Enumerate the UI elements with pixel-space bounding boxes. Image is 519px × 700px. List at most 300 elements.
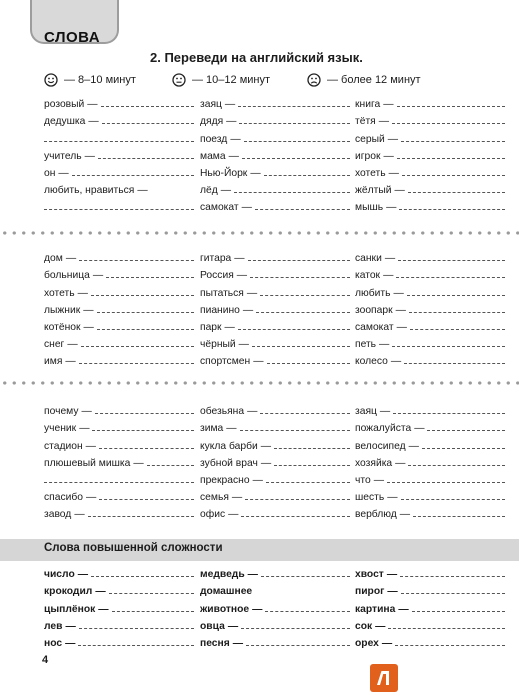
answer-line[interactable] (97, 329, 194, 330)
answer-line[interactable] (244, 141, 350, 142)
word: дом (44, 253, 63, 265)
word-row (200, 179, 350, 196)
answer-line[interactable] (392, 123, 505, 124)
word-column (200, 247, 350, 367)
answer-line[interactable] (81, 346, 194, 347)
word: поезд (200, 133, 228, 145)
answer-line[interactable] (101, 106, 194, 107)
dash: — (224, 99, 236, 111)
dash: — (383, 99, 394, 111)
word-row (355, 434, 505, 451)
answer-line[interactable] (256, 312, 350, 313)
dash: — (252, 603, 263, 615)
word-row (44, 145, 194, 162)
word-row (355, 469, 505, 486)
word-row (44, 110, 194, 127)
word: офис (200, 509, 226, 521)
advanced-section-title: Слова повышенной сложности (44, 542, 223, 554)
dash: — (252, 474, 263, 486)
word-row (44, 299, 194, 316)
word-row (355, 417, 505, 434)
page-title: СЛОВА (44, 29, 101, 46)
answer-line[interactable] (255, 209, 350, 210)
dash: — (386, 569, 398, 581)
word: медведь (200, 569, 245, 581)
word-row (44, 434, 194, 451)
dash: — (98, 603, 109, 615)
word: любить (355, 287, 391, 299)
word-row (44, 127, 194, 144)
dash: — (390, 356, 402, 368)
word: стадион (44, 440, 83, 452)
word: кукла барби (200, 440, 258, 452)
word: спортсмен (200, 356, 251, 368)
word-row (355, 316, 505, 333)
answer-line[interactable] (44, 209, 194, 210)
answer-line[interactable] (252, 346, 350, 347)
answer-line[interactable] (387, 482, 505, 483)
dash: — (226, 116, 237, 128)
dash: — (386, 202, 397, 214)
legend-label: — более 12 минут (327, 74, 421, 86)
word-row (355, 145, 505, 162)
answer-line[interactable] (98, 158, 194, 159)
word: серый (355, 133, 385, 145)
answer-line[interactable] (147, 465, 194, 466)
word-row (200, 110, 350, 127)
word: мышь (355, 202, 384, 214)
word: тётя (355, 116, 376, 128)
word-row (200, 503, 350, 520)
word-column (44, 247, 194, 367)
answer-line[interactable] (245, 499, 350, 500)
word: заяц (355, 406, 377, 418)
dash: — (260, 440, 272, 452)
word: сок (355, 620, 373, 632)
word-row (200, 486, 350, 503)
word-row (44, 350, 194, 367)
word: имя (44, 356, 63, 368)
answer-line[interactable] (91, 295, 194, 296)
word: игрок (355, 150, 381, 162)
word-row (355, 299, 505, 316)
dash: — (85, 492, 97, 504)
answer-line[interactable] (274, 465, 350, 466)
dash: — (247, 569, 258, 581)
dash: — (253, 356, 264, 368)
answer-line[interactable] (79, 260, 194, 261)
word-row (44, 316, 194, 333)
dash: — (250, 167, 261, 179)
word-column (355, 93, 505, 213)
word: каток (355, 270, 381, 282)
answer-line[interactable] (397, 106, 506, 107)
word-row (44, 400, 194, 417)
advanced-word-column (200, 563, 350, 649)
dash: — (224, 321, 235, 333)
answer-line[interactable] (413, 516, 505, 517)
dash: — (226, 423, 237, 435)
dash: — (383, 150, 394, 162)
dash: — (228, 509, 239, 521)
dash: — (77, 569, 89, 581)
word-row (44, 179, 194, 196)
dash: — (373, 474, 384, 486)
dash: — (260, 457, 272, 469)
word-row (44, 632, 194, 649)
word: зима (200, 423, 224, 435)
dash: — (395, 304, 406, 316)
legend-item-medium (172, 73, 270, 87)
answer-line[interactable] (402, 175, 505, 176)
answer-line[interactable] (240, 430, 350, 431)
legend-item-slow (307, 73, 421, 87)
dash: — (65, 620, 76, 632)
word: дядя (200, 116, 224, 128)
word-row (44, 486, 194, 503)
word: хвост (355, 569, 384, 581)
answer-line[interactable] (267, 363, 351, 364)
word-row (355, 281, 505, 298)
word: орех (355, 637, 379, 649)
answer-line[interactable] (79, 628, 194, 629)
dash: — (238, 339, 249, 351)
answer-line[interactable] (408, 465, 505, 466)
answer-line[interactable] (97, 312, 194, 313)
word-row (200, 469, 350, 486)
word-row (44, 597, 194, 614)
dash: — (133, 457, 144, 469)
word: верблюд (355, 509, 397, 521)
answer-line[interactable] (239, 123, 350, 124)
word: снег (44, 339, 65, 351)
word-row (200, 417, 350, 434)
page-number: 4 (42, 654, 49, 666)
word-column (355, 247, 505, 367)
word: ученик (44, 423, 77, 435)
answer-line[interactable] (397, 158, 505, 159)
answer-line[interactable] (109, 593, 194, 594)
dash: — (87, 99, 98, 111)
answer-line[interactable] (248, 260, 350, 261)
word-row (200, 162, 350, 179)
word: пианино (200, 304, 240, 316)
word-row (355, 597, 505, 614)
dash: — (375, 620, 386, 632)
answer-line[interactable] (407, 295, 505, 296)
answer-line[interactable] (404, 363, 505, 364)
answer-line[interactable] (393, 413, 505, 414)
dash: — (83, 321, 94, 333)
word-row (355, 110, 505, 127)
answer-line[interactable] (427, 430, 505, 431)
word: мама (200, 150, 226, 162)
word-row (44, 247, 194, 264)
answer-line[interactable] (422, 448, 505, 449)
word: больница (44, 270, 90, 282)
dash: — (387, 492, 398, 504)
advanced-word-column (44, 563, 194, 649)
word: самокат (200, 202, 239, 214)
answer-line[interactable] (92, 430, 194, 431)
advanced-word-column (355, 563, 505, 649)
dash: — (228, 150, 239, 162)
dash: — (384, 253, 396, 265)
word-row (200, 563, 350, 580)
dash: — (396, 321, 407, 333)
word-column (44, 400, 194, 520)
dash: — (227, 620, 239, 632)
word: почему (44, 406, 79, 418)
dash: — (65, 356, 76, 368)
dash: — (241, 202, 252, 214)
frowning-face-icon (307, 73, 321, 87)
word-row (44, 333, 194, 350)
word-row (355, 580, 505, 597)
answer-line[interactable] (106, 277, 194, 278)
word-row (355, 333, 505, 350)
word-row (200, 580, 350, 597)
dash: — (378, 116, 390, 128)
answer-line[interactable] (261, 576, 350, 577)
word: плюшевый мишка (44, 457, 131, 469)
word: учитель (44, 150, 82, 162)
time-legend (0, 73, 519, 93)
answer-line[interactable] (242, 158, 350, 159)
answer-line[interactable] (412, 611, 505, 612)
dash: — (92, 270, 104, 282)
section-divider (0, 231, 519, 235)
word-row (44, 196, 194, 213)
word: прекрасно (200, 474, 250, 486)
word: книга (355, 99, 381, 111)
word: Нью-Йорк (200, 167, 248, 179)
word: хозяйка (355, 457, 393, 469)
word-column (200, 93, 350, 213)
legend-item-fast (44, 73, 136, 87)
answer-line[interactable] (396, 277, 505, 278)
word-row (200, 196, 350, 213)
dash: — (394, 185, 405, 197)
word: овца (200, 620, 225, 632)
answer-line[interactable] (91, 576, 194, 577)
dash: — (246, 287, 258, 299)
answer-line[interactable] (401, 593, 505, 594)
word: пытаться (200, 287, 244, 299)
word: зоопарк (355, 304, 393, 316)
word-row (355, 127, 505, 144)
answer-line[interactable] (398, 260, 505, 261)
answer-line[interactable] (241, 628, 350, 629)
answer-line[interactable] (234, 192, 350, 193)
answer-line[interactable] (388, 628, 505, 629)
word: он (44, 167, 56, 179)
answer-line[interactable] (78, 645, 194, 646)
word: хотеть (44, 287, 75, 299)
word-row (200, 597, 350, 614)
word: цыплёнок (44, 603, 96, 615)
word-row (200, 350, 350, 367)
answer-line[interactable] (99, 448, 194, 449)
word-row (44, 563, 194, 580)
dash: — (247, 406, 258, 418)
word: песня (200, 637, 230, 649)
word-row (200, 281, 350, 298)
dash: — (58, 167, 69, 179)
word-row (44, 264, 194, 281)
answer-line[interactable] (392, 346, 505, 347)
word-row (44, 417, 194, 434)
neutral-face-icon (172, 73, 186, 87)
word-row (44, 615, 194, 632)
word-row (200, 145, 350, 162)
word: любить, нравиться (44, 185, 135, 197)
answer-line[interactable] (241, 516, 350, 517)
dash: — (84, 150, 95, 162)
answer-line[interactable] (44, 141, 194, 142)
word-row (355, 264, 505, 281)
answer-line[interactable] (246, 645, 350, 646)
answer-line[interactable] (79, 363, 194, 364)
dash: — (77, 287, 88, 299)
word-row (200, 333, 350, 350)
word: число (44, 569, 75, 581)
dash: — (414, 423, 425, 435)
word-row (44, 93, 194, 110)
word: гитара (200, 253, 232, 265)
word: картина (355, 603, 396, 615)
word-row (355, 503, 505, 520)
word-row (355, 632, 505, 649)
word: жёлтый (355, 185, 392, 197)
word: пирог (355, 586, 385, 598)
answer-line[interactable] (408, 192, 505, 193)
word-row (44, 503, 194, 520)
answer-line[interactable] (401, 141, 505, 142)
word: обезьяна (200, 406, 245, 418)
word: котёнок (44, 321, 81, 333)
dash: — (88, 116, 99, 128)
answer-line[interactable] (112, 611, 194, 612)
dash: — (137, 185, 148, 197)
word-row (200, 264, 350, 281)
answer-line[interactable] (274, 448, 350, 449)
word: животное (200, 603, 250, 615)
word: домашнее (200, 586, 253, 598)
dash: — (399, 509, 411, 521)
answer-line[interactable] (72, 175, 194, 176)
word: Россия (200, 270, 234, 282)
word: заяц (200, 99, 222, 111)
dash: — (74, 509, 85, 521)
word: завод (44, 509, 72, 521)
word: пожалуйста (355, 423, 412, 435)
word-row (200, 452, 350, 469)
answer-line[interactable] (264, 175, 350, 176)
dash: — (388, 167, 399, 179)
dash: — (220, 185, 232, 197)
answer-line[interactable] (99, 499, 194, 500)
word-row (355, 452, 505, 469)
word: самокат (355, 321, 394, 333)
dash: — (242, 304, 254, 316)
answer-line[interactable] (395, 645, 505, 646)
dash: — (381, 637, 393, 649)
answer-line[interactable] (401, 499, 505, 500)
word-row (44, 162, 194, 179)
dash: — (85, 440, 96, 452)
word-row (355, 400, 505, 417)
answer-line[interactable] (44, 482, 194, 483)
dash: — (395, 457, 406, 469)
answer-line[interactable] (409, 312, 505, 313)
answer-line[interactable] (238, 329, 350, 330)
answer-line[interactable] (260, 413, 350, 414)
dash: — (231, 492, 243, 504)
word: петь (355, 339, 377, 351)
word: крокодил (44, 586, 93, 598)
word-row (200, 247, 350, 264)
answer-line[interactable] (265, 611, 350, 612)
word-row (355, 196, 505, 213)
word: хотеть (355, 167, 386, 179)
dash: — (387, 133, 399, 145)
task-title: 2. Переведи на английский язык. (150, 50, 363, 65)
dash: — (234, 253, 245, 265)
answer-line[interactable] (102, 123, 194, 124)
answer-line[interactable] (400, 576, 505, 577)
dash: — (81, 406, 92, 418)
answer-line[interactable] (238, 106, 350, 107)
word: зубной врач (200, 457, 258, 469)
dash: — (67, 339, 78, 351)
dash: — (232, 637, 244, 649)
word-row (44, 281, 194, 298)
publisher-logo-icon (370, 664, 398, 692)
advanced-section-header (0, 536, 519, 561)
dash: — (65, 637, 76, 649)
smiling-face-icon (44, 73, 58, 87)
dash: — (379, 406, 391, 418)
word-row (44, 580, 194, 597)
dash: — (236, 270, 248, 282)
word-column (200, 400, 350, 520)
answer-line[interactable] (250, 277, 350, 278)
dash: — (379, 339, 390, 351)
word: санки (355, 253, 382, 265)
word: лёд (200, 185, 218, 197)
word-row (200, 93, 350, 110)
answer-line[interactable] (266, 482, 350, 483)
answer-line[interactable] (399, 209, 505, 210)
answer-line[interactable] (410, 329, 505, 330)
answer-line[interactable] (88, 516, 194, 517)
legend-label: — 8–10 минут (64, 74, 136, 86)
word: что (355, 474, 371, 486)
word-row (200, 316, 350, 333)
word-column (355, 400, 505, 520)
answer-line[interactable] (95, 413, 194, 414)
dash: — (65, 253, 77, 265)
answer-line[interactable] (260, 295, 350, 296)
word-row (355, 179, 505, 196)
word-row (355, 162, 505, 179)
word: парк (200, 321, 222, 333)
word: колесо (355, 356, 388, 368)
legend-label: — 10–12 минут (192, 74, 271, 86)
word-column (44, 93, 194, 213)
word-row (200, 615, 350, 632)
